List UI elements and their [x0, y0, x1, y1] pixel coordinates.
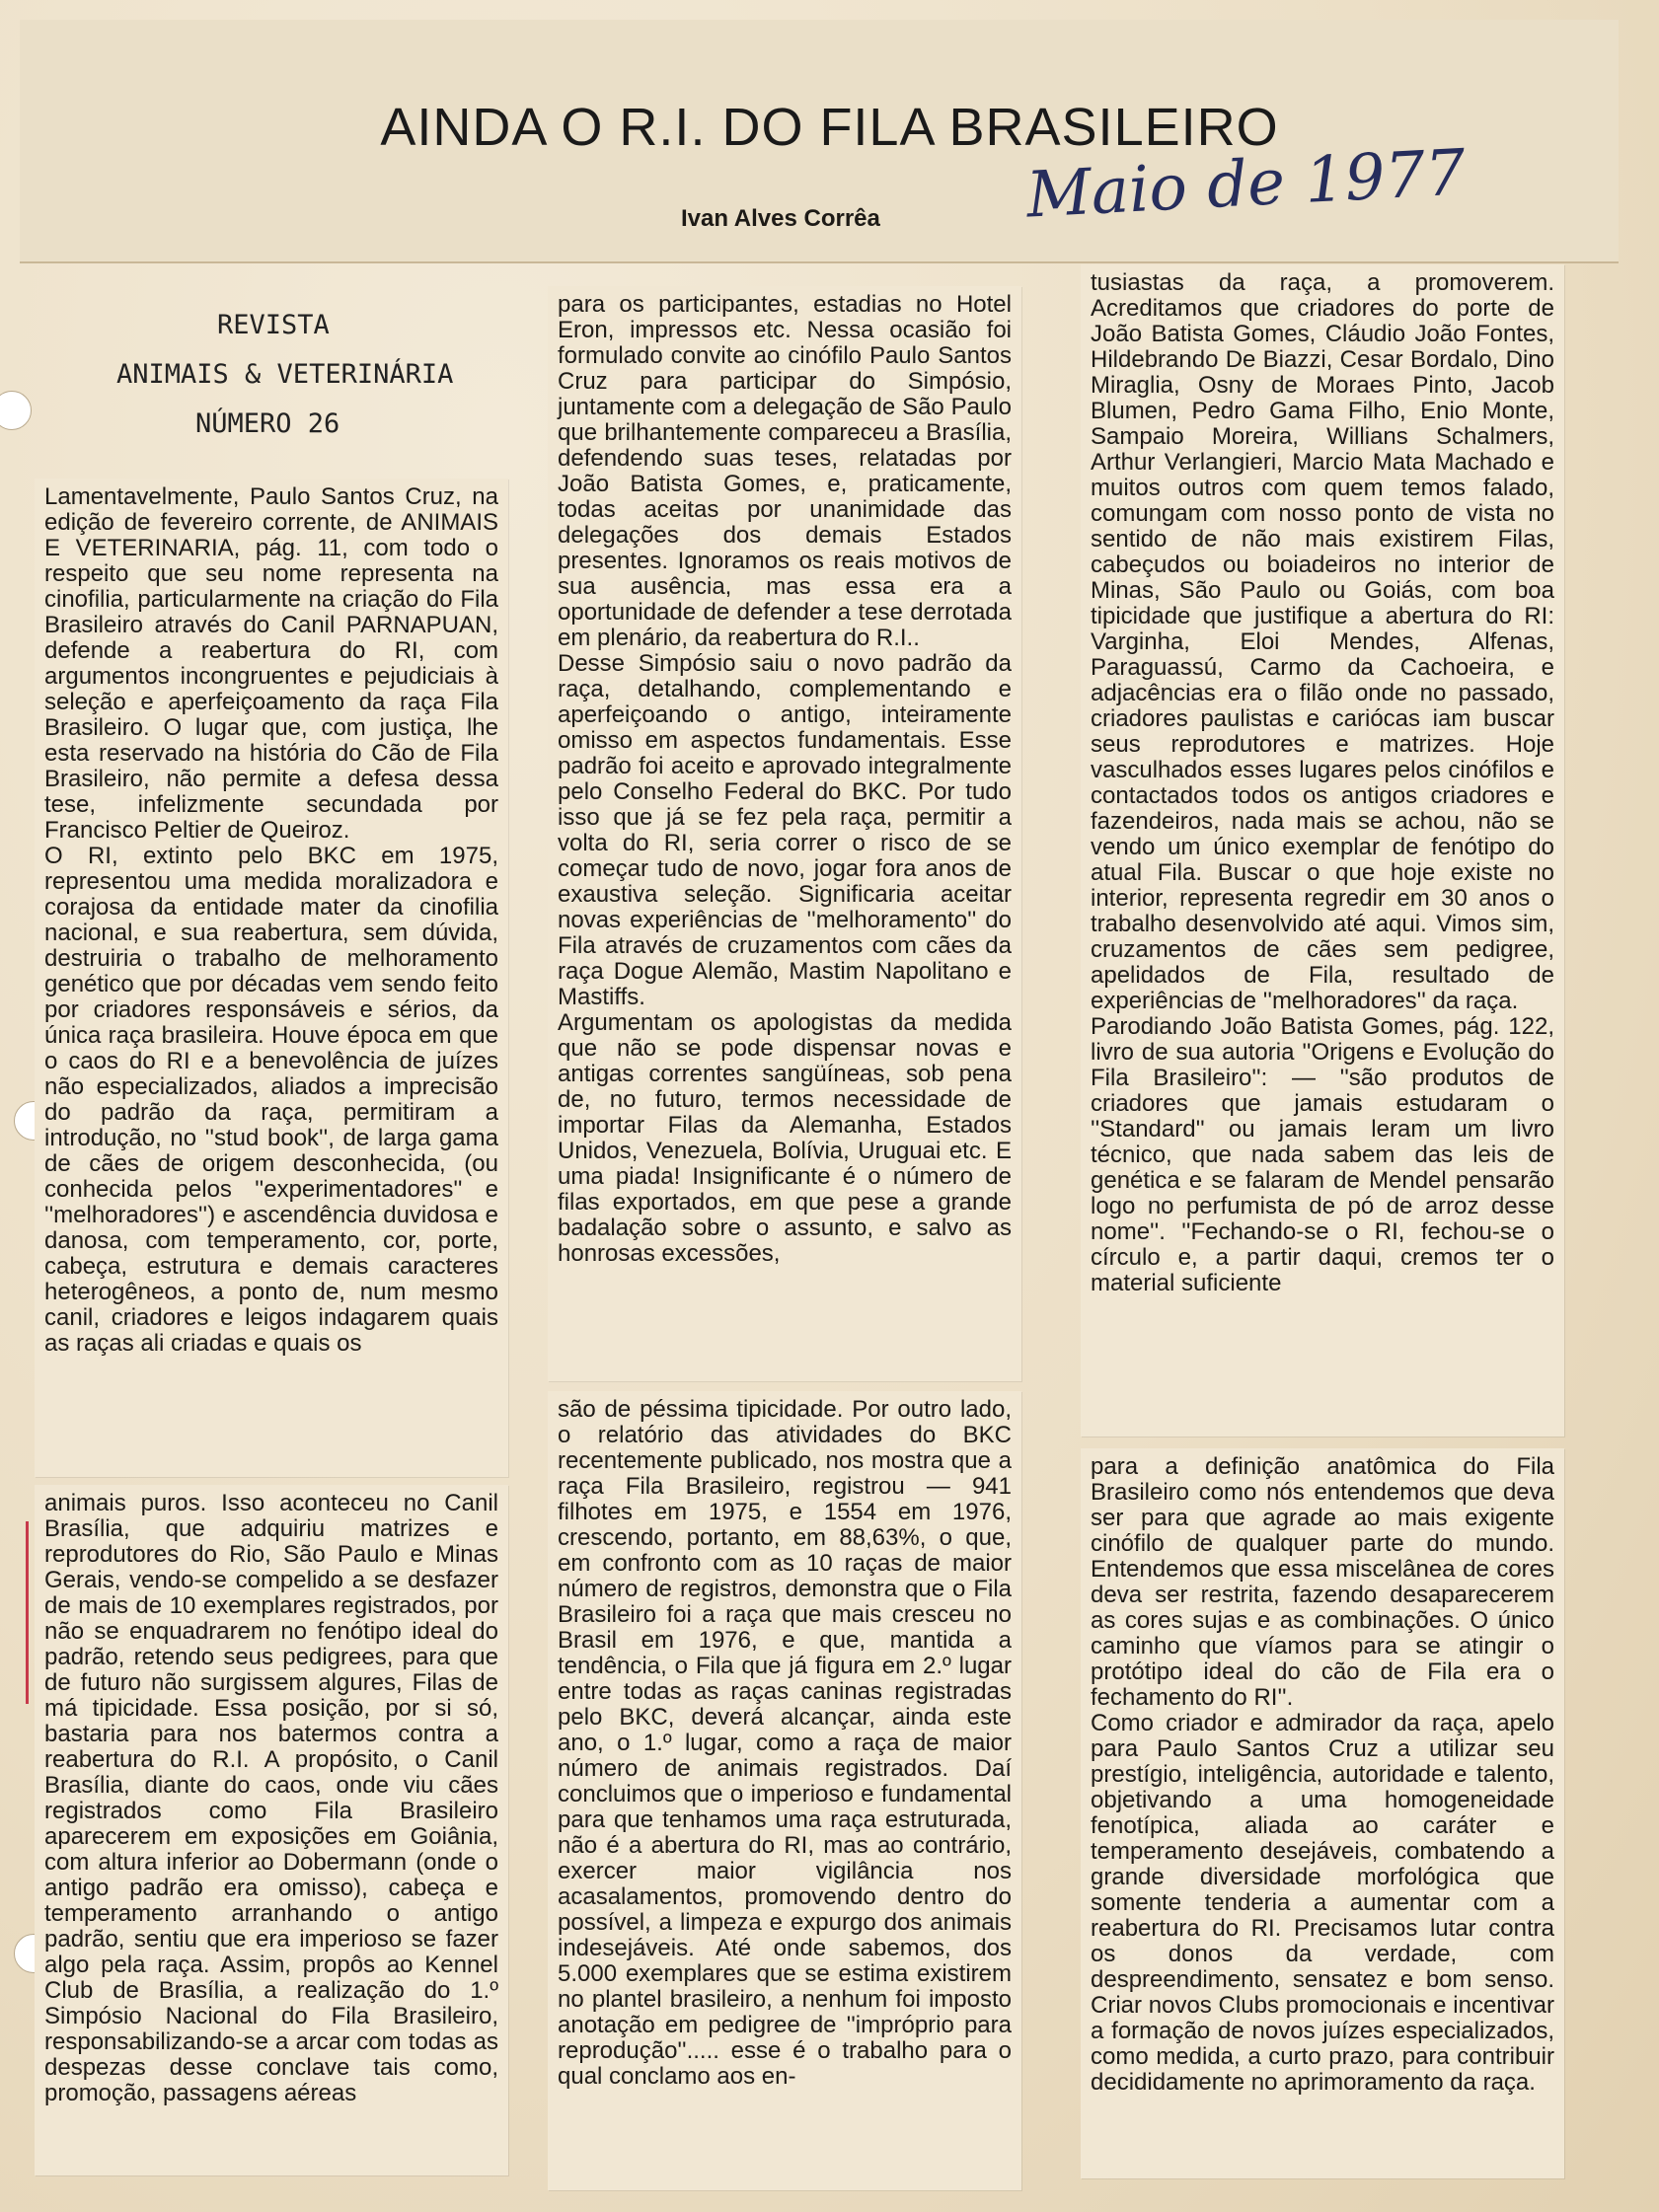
column-text: para os participantes, estadias no Hotel Eron, impressos etc. Nessa ocasião foi formulado convite ao cinófilo Paulo Santos Cruz para participar do Simpósio, juntamente com a delegação de São Paulo que brilhantemente compareceu a Brasília, defendendo suas teses, relatadas por João Batista Gomes, e, praticamente, todas aceitas por unanimidade das delegações dos demais Estados presentes. Ignoramos os reais motivos de sua ausência, mas essa era a oportunidade de defender a tese derrotada em plenário, da reabertura do R.I.. Desse Simpósio saiu o novo padrão da raça, detalhando, complementando e aperfeiçoando o antigo, inteiramente omisso em aspectos fundamentais. Esse padrão foi aceito e aprovado integralmente pelo Conselho Federal do BKC. Por tudo isso que já se fez pela raça, permitir a volta do RI, seria correr o risco de se começar tudo de novo, jogar fora anos de exaustiva seleção. Significaria aceitar novas experiências de ''melhoramento'' do Fila através de cruzamentos com cães da raça Dogue Alemão, Mastim Napolitano e Mastiffs. Argumentam os apologistas da medida que não se pode dispensar novas e antigas correntes sangüíneas, sob pena de, no futuro, termos necessidade de importar Filas da Alemanha, Estados Unidos, Venezuela, Bolívia, Uruguai etc. E uma piada! Insignificante é o número de filas exportados, em que pese a grande badalação sobre o assunto, e salvo as honrosas excessões, [558, 291, 1012, 1267]
column-2-part-b [548, 1391, 1021, 2190]
column-text: tusiastas da raça, a promoverem. Acreditamos que criadores do porte de João Batista Gomes, Cláudio João Fontes, Hildebrando De Biazzi, Cesar Bordalo, Dino Miraglia, Osny de Moraes Pinto, Jacob Blumen, Pedro Gama Filho, Enio Monte, Sampaio Moreira, Willians Schalmers, Arthur Verlangieri, Marcio Mata Machado e muitos outros com quem temos falado, comungam com nosso ponto de vista no sentido de não mais existirem Filas, cabeçudos ou boiadeiros no interior de Minas, São Paulo ou Goiás, com boa tipicidade que justifique a abertura do RI: Varginha, Eloi Mendes, Alfenas, Paraguassú, Carmo da Cachoeira, e adjacências era o filão onde no passado, criadores paulistas e cariócas iam buscar seus reprodutores e matrizes. Hoje vasculhados esses lugares pelos cinófilos e contactados todos os antigos criadores e fazendeiros, nada mais se achou, não se vendo um único exemplar de fenótipo do atual Fila. Buscar o que hoje existe no interior, representa regredir em 30 anos o trabalho desenvolvido até aqui. Vimos sim, cruzamentos de cães sem pedigree, apelidados de Fila, resultado de experiências de ''melhoradores'' da raça. Parodiando João Batista Gomes, pág. 122, livro de sua autoria ''Origens e Evolução do Fila Brasileiro'': — ''são produtos de criadores que jamais estudaram o ''Standard'' ou jamais leram um livro técnico, que nada sabem das leis de genética e se falaram de Mendel pensarão logo no perfumista de pó de arroz desse nome''. ''Fechando-se o RI, fechou-se o círculo e, a partir daqui, cremos ter o material suficiente [1091, 269, 1554, 1296]
column-text: para a definição anatômica do Fila Brasileiro como nós entendemos que deva ser para que agrade ao mais exigente cinófilo de qualquer parte do mundo. Entendemos que essa miscelânea de cores deva ser restrita, fazendo desaparecerem as cores sujas e as combinações. O único caminho que víamos para se atingir o protótipo ideal do cão de Fila era o fechamento do RI''. Como criador e admirador da raça, apelo para Paulo Santos Cruz a utilizar seu prestígio, inteligência, autoridade e talento, objetivando a uma homogeneidade fenotípica, aliada ao caráter e temperamento desejáveis, combatendo a grande diversidade morfológica que somente tenderia a aumentar com a reabertura do RI. Precisamos lutar contra os donos da verdade, com despreendimento, sensatez e bom senso. Criar novos Clubs promocionais e incentivar a formação de novos juízes especializados, como medida, a curto prazo, para contribuir decididamente no aprimoramento da raça. [1091, 1453, 1554, 2096]
red-margin-mark [26, 1521, 29, 1704]
punch-hole-top [0, 391, 32, 430]
masthead-line-magazine-name: ANIMAIS & VETERINÁRIA [116, 359, 454, 390]
column-text: Lamentavelmente, Paulo Santos Cruz, na edição de fevereiro corrente, de ANIMAIS E VETERINARIA, pág. 11, com todo o respeito que seu nome representa na cinofilia, particularmente na criação do Fila Brasileiro através do Canil PARNAPUAN, defende a reabertura do RI, com argumentos incongruentes e pejudiciais à seleção e aperfeiçoamento da raça Fila Brasileiro. O lugar que, com justiça, lhe esta reservado na história do Cão de Fila Brasileiro, não permite a defesa dessa tese, infelizmente secundada por Francisco Peltier de Queiroz. O RI, extinto pelo BKC em 1975, representou uma medida moralizadora e corajosa da entidade mater da cinofilia nacional, e sua reabertura, sem dúvida, destruiria o trabalho de melhoramento genético que por décadas vem sendo feito por criadores responsáveis e sérios, da única raça brasileira. Houve época em que o caos do RI e a benevolência de juízes não especializados, aliados a imprecisão do padrão da raça, permitiram a introdução, no ''stud book'', de larga gama de cães de origem desconhecida, (ou conhecida pelos ''experimentadores'' e ''melhoradores'') e ascendência duvidosa e danosa, com temperamento, cor, porte, cabeça, estrutura e demais caracteres heterogêneos, a ponto de, num mesmo canil, criadores e leigos indagarem quais as raças ali criadas e quais os [44, 483, 498, 1357]
column-3-part-a [1081, 264, 1564, 1437]
column-text: são de péssima tipicidade. Por outro lado, o relatório das atividades do BKC recentemente publicado, nos mostra que a raça Fila Brasileiro, registrou — 941 filhotes em 1975, e 1554 em 1976, crescendo, portanto, em 88,63%, o que, em confronto com as 10 raças de maior número de registros, demonstra que o Fila Brasileiro foi a raça que mais cresceu no Brasil em 1976, e que, mantida a tendência, o Fila que já figura em 2.º lugar entre todas as raças caninas registradas pelo BKC, deverá alcançar, ainda este ano, o 1.º lugar, como a raça de maior número de animais registrados. Daí concluimos que o imperioso e fundamental para que tenhamos uma raça estruturada, não é a abertura do RI, mas ao contrário, exercer maior vigilância nos acasalamentos, promovendo dentro do possível, a limpeza e expurgo dos animais indesejáveis. Até onde sabemos, dos 5.000 exemplares que se estima existirem no plantel brasileiro, a nenhum foi imposto anotação em pedigree de ''impróprio para reprodução''..... esse é o trabalho para o qual conclamo aos en- [558, 1396, 1012, 2090]
article-author: Ivan Alves Corrêa [681, 205, 880, 232]
masthead-line-revista: REVISTA [217, 310, 330, 340]
column-3-part-b [1081, 1448, 1564, 2178]
magazine-masthead [109, 301, 563, 449]
masthead-line-issue: NÚMERO 26 [195, 408, 340, 439]
column-2-part-a [548, 286, 1021, 1381]
column-text: animais puros. Isso aconteceu no Canil Brasília, que adquiriu matrizes e reprodutores do Rio, São Paulo e Minas Gerais, vendo-se compelido a se desfazer de mais de 10 exemplares registrados, por não se enquadrarem no fenótipo ideal do padrão, retendo seus pedigrees, para que de futuro não surgissem algures, Filas de má tipicidade. Essa posição, por si só, bastaria para nos batermos contra a reabertura do R.I. A propósito, o Canil Brasília, diante do caos, onde viu cães registrados como Fila Brasileiro aparecerem em exposições em Goiânia, com altura inferior ao Dobermann (onde o antigo padrão era omisso), cabeça e temperamento arranhando o antigo padrão, sentiu que era imperioso se fazer algo pela raça. Assim, propôs ao Kennel Club de Brasília, a realização do 1.º Simpósio Nacional do Fila Brasileiro, responsabilizando-se a arcar com todas as despezas desse conclave tais como, promoção, passagens aéreas [44, 1490, 498, 2106]
column-1-part-b [35, 1485, 508, 2175]
column-1-part-a [35, 479, 508, 1477]
handwritten-date: Maio de 1977 [1024, 136, 1468, 233]
article-title: AINDA O R.I. DO FILA BRASILEIRO [380, 98, 1279, 157]
